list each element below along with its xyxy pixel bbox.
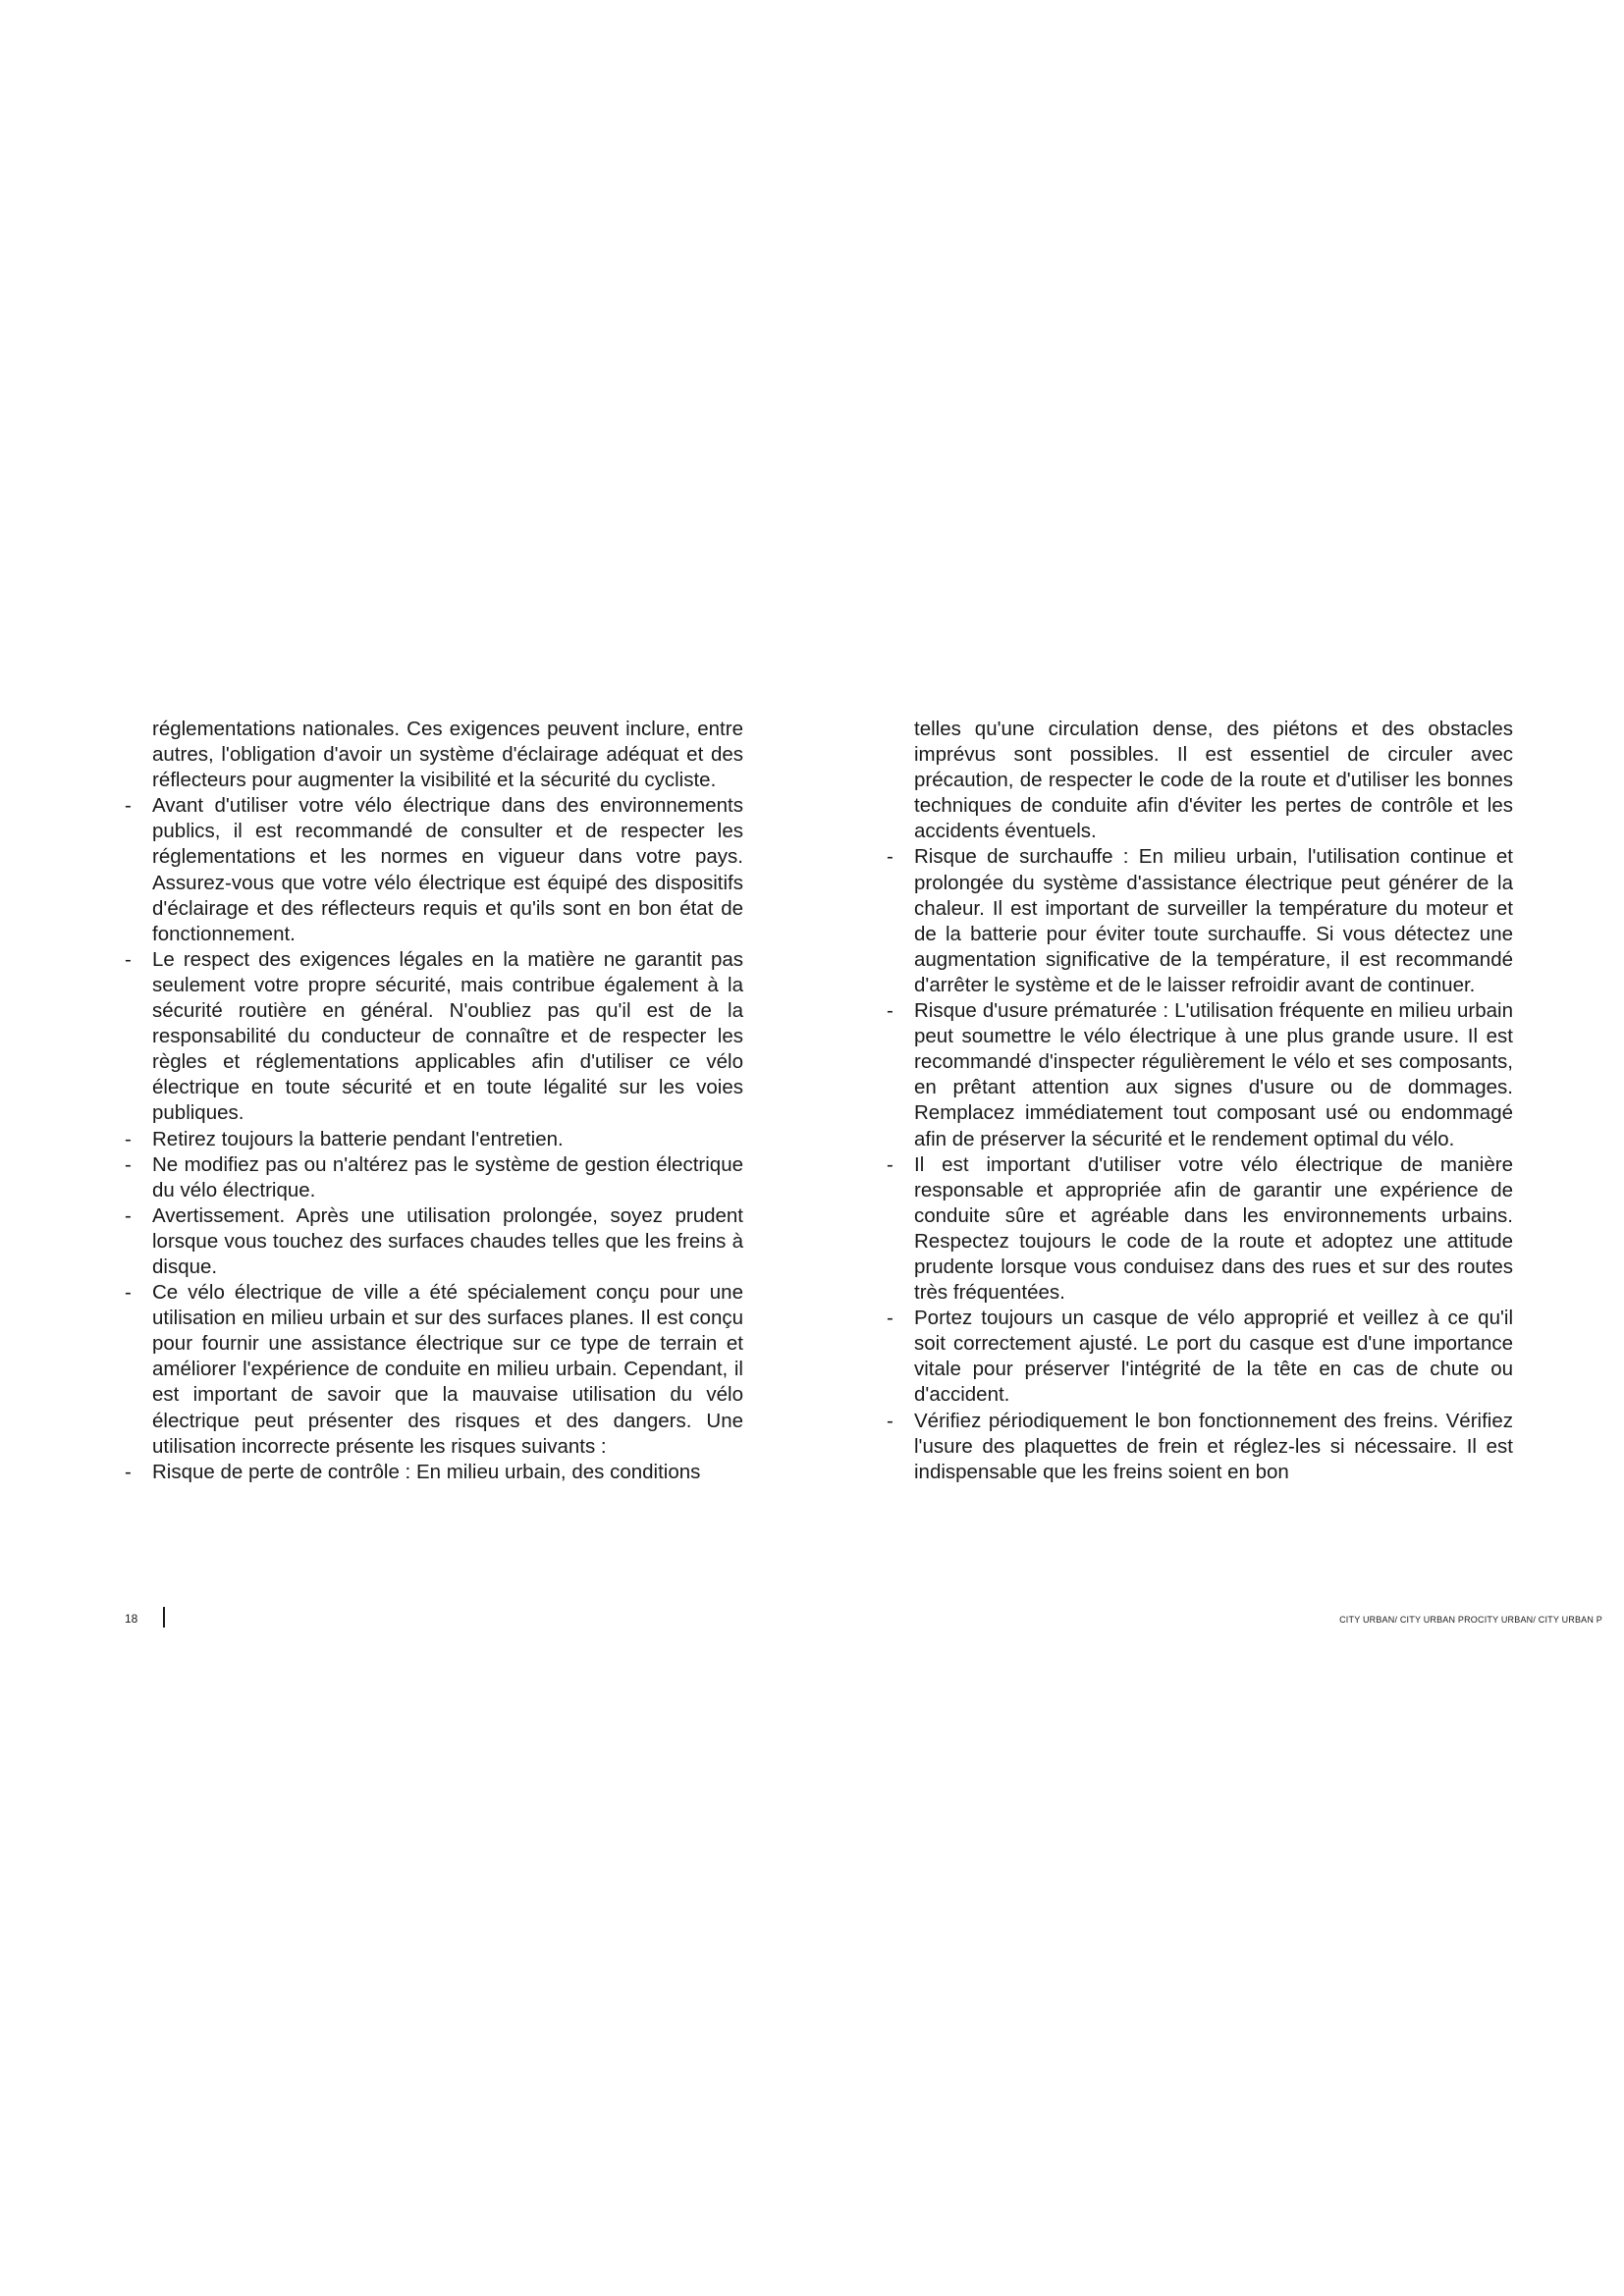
bullet-dash: - [125, 1460, 132, 1483]
left-bullet-item [125, 1152, 743, 1203]
left-bullet-text: Avant d'utiliser votre vélo électrique dans des environnements publics, il est recommandé de consulter et de respecter les réglementations et les normes en vigueur dans votre pays. Assurez-vous que votre vélo électrique est équipé des dispositifs d'éclairage et des réflecteurs requis et qu'ils sont en bon état de fonctionnement. [152, 794, 743, 945]
bullet-dash: - [887, 1409, 893, 1432]
right-bullet-text: Risque d'usure prématurée : L'utilisation fréquente en milieu urbain peut soumettre le vélo électrique à une plus grande usure. Il est recommandé d'inspecter régulièrement le vélo et ses composants, en prêtant attention aux signes d'usure ou de dommages. Remplacez immédiatement tout composant usé ou endommagé afin de préserver la sécurité et le rendement optimal du vélo. [914, 999, 1513, 1150]
right-column [887, 717, 1513, 1485]
bullet-dash: - [125, 1203, 132, 1227]
right-intro-paragraph: telles qu'une circulation dense, des piétons et des obstacles imprévus sont possibles. Il est essentiel de circuler avec précaution, de respecter le code de la route et d'utiliser les bonnes techniques de conduite afin d'éviter les pertes de contrôle et les accidents éventuels. [914, 718, 1513, 843]
left-intro-paragraph: réglementations nationales. Ces exigences peuvent inclure, entre autres, l'obligation d'avoir un système d'éclairage adéquat et des réflecteurs pour augmenter la visibilité et la sécurité du cycliste. [152, 718, 743, 792]
left-bullet-text: Ce vélo électrique de ville a été spécialement conçu pour une utilisation en milieu urbain et sur des surfaces planes. Il est conçu pour fournir une assistance électrique sur ce type de terrain et améliorer l'expérience de conduite en milieu urbain. Cependant, il est important de savoir que la mauvaise utilisation du vélo électrique peut présenter des risques et des dangers. Une utilisation incorrecte présente les risques suivants : [152, 1281, 743, 1458]
bullet-dash: - [125, 1152, 132, 1176]
left-bullet-item [125, 793, 743, 947]
bullet-dash: - [887, 999, 893, 1023]
right-bullet-item [887, 1152, 1513, 1307]
left-bullet-item [125, 1203, 743, 1280]
right-bullet-item [887, 1306, 1513, 1408]
right-bullet-text: Portez toujours un casque de vélo approprié et veillez à ce qu'il soit correctement ajusté. Le port du casque est d'une importance vitale pour préserver l'intégrité de la tête en cas de chute ou d'accident. [914, 1307, 1513, 1407]
bullet-dash: - [887, 845, 893, 869]
right-bullet-text: Risque de surchauffe : En milieu urbain, l'utilisation continue et prolongée du système d'assistance électrique peut générer de la chaleur. Il est important de surveiller la température du moteur et de la batterie pour éviter toute surchauffe. Si vous détectez une augmentation significative de la température, il est recommandé d'arrêter le système et de le laisser refroidir avant de continuer. [914, 845, 1513, 996]
right-running-title: CITY URBAN/ CITY URBAN PROCITY URBAN/ CITY URBAN P [1339, 1615, 1602, 1625]
right-bullet-item [887, 1409, 1513, 1485]
left-page-number: 18 [125, 1612, 138, 1626]
left-bullet-text: Retirez toujours la batterie pendant l'entretien. [152, 1127, 564, 1150]
left-bullet-text: Risque de perte de contrôle : En milieu urbain, des conditions [152, 1460, 701, 1483]
left-bullet-item [125, 1127, 743, 1152]
right-bullet-list [887, 844, 1513, 1484]
bullet-dash: - [887, 1307, 893, 1330]
bullet-dash: - [887, 1152, 893, 1176]
bullet-dash: - [125, 794, 132, 818]
left-column [125, 717, 743, 1485]
right-bullet-item [887, 844, 1513, 998]
left-bullet-item [125, 947, 743, 1127]
left-bullet-list [125, 793, 743, 1485]
right-bullet-text: Vérifiez périodiquement le bon fonctionnement des freins. Vérifiez l'usure des plaquettes de frein et réglez-les si nécessaire. Il est indispensable que les freins soient en bon [914, 1409, 1513, 1483]
left-bullet-item [125, 1460, 743, 1485]
left-bullet-text: Avertissement. Après une utilisation prolongée, soyez prudent lorsque vous touchez des surfaces chaudes telles que les freins à disque. [152, 1203, 743, 1278]
bullet-dash: - [125, 947, 132, 971]
left-bullet-item [125, 1280, 743, 1460]
right-bullet-text: Il est important d'utiliser votre vélo électrique de manière responsable et appropriée afin de garantir une expérience de conduite sûre et agréable dans les environnements urbains. Respectez toujours le code de la route et adoptez une attitude prudente lorsque vous conduisez dans des rues et sur des routes très fréquentées. [914, 1152, 1513, 1305]
left-bullet-text: Le respect des exigences légales en la matière ne garantit pas seulement votre propre sécurité, mais contribue également à la sécurité routière en général. N'oubliez pas qu'il est de la responsabilité du conducteur de connaître et de respecter les règles et réglementations applicables afin d'utiliser ce vélo électrique en toute sécurité et en toute légalité sur les voies publiques. [152, 947, 743, 1125]
right-bullet-item [887, 998, 1513, 1152]
bullet-dash: - [125, 1281, 132, 1305]
left-footer-divider [163, 1607, 165, 1628]
left-bullet-text: Ne modifiez pas ou n'altérez pas le système de gestion électrique du vélo électrique. [152, 1152, 743, 1201]
bullet-dash: - [125, 1127, 132, 1150]
